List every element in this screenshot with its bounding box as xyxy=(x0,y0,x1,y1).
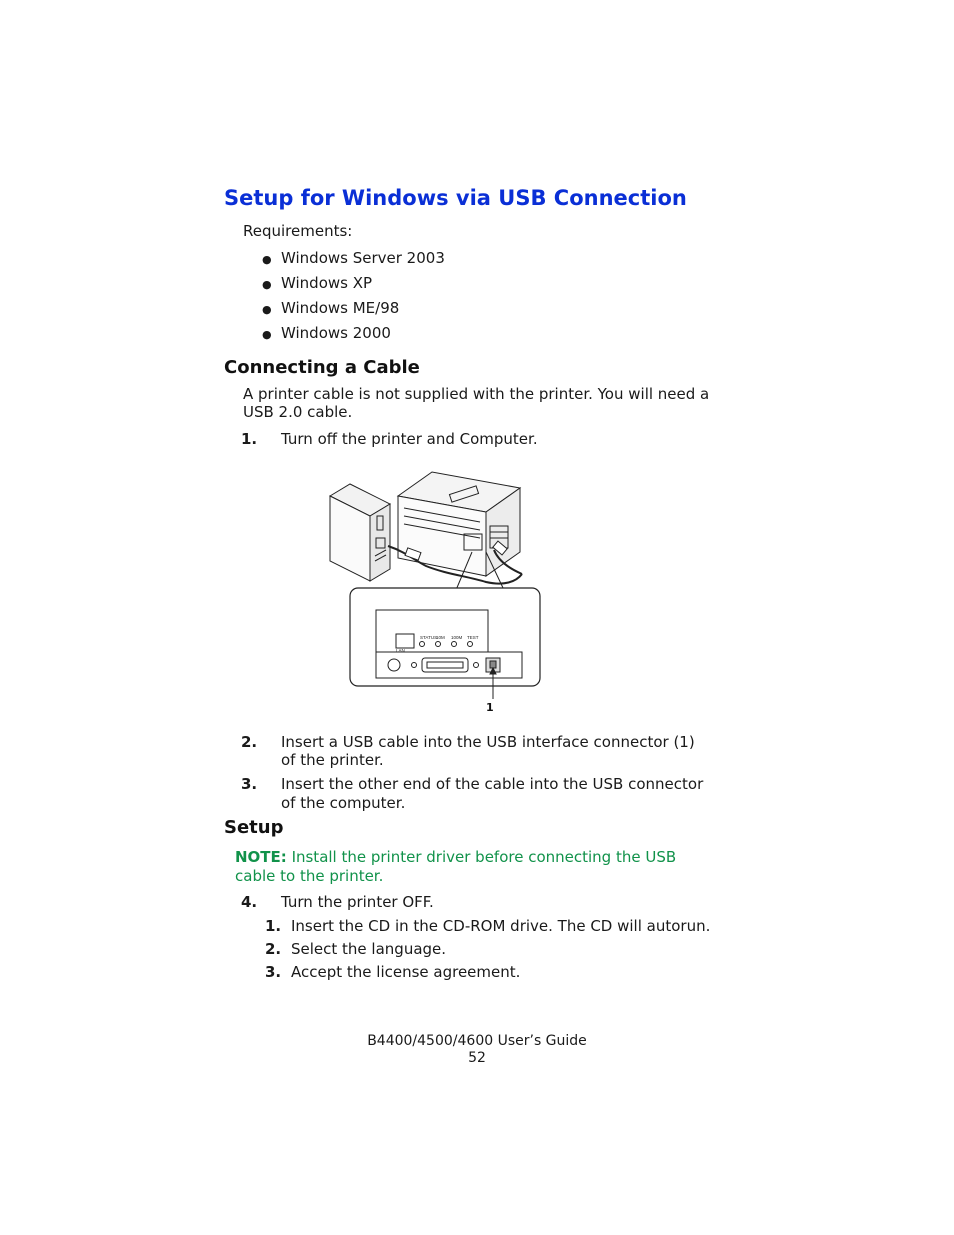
note-line1 xyxy=(235,848,676,866)
note-label: NOTE: xyxy=(235,848,287,866)
substep-text: Insert the CD in the CD-ROM drive. The CD will autorun. xyxy=(291,917,711,935)
step-text: Insert a USB cable into the USB interface connector (1) xyxy=(281,733,695,751)
step-text: Turn off the printer and Computer. xyxy=(281,430,538,448)
bullet-icon: ● xyxy=(262,328,272,341)
panel-label-100m: 100M xyxy=(451,635,463,640)
step-text: Turn the printer OFF. xyxy=(281,893,434,911)
section-heading-setup: Setup xyxy=(224,817,284,838)
step-text: Insert the other end of the cable into the USB connector xyxy=(281,775,704,793)
requirement-item: Windows 2000 xyxy=(281,324,391,342)
step-text: of the computer. xyxy=(281,794,406,812)
footer-guide-title: B4400/4500/4600 User’s Guide xyxy=(367,1033,587,1049)
panel-label-status: STATUS xyxy=(420,635,438,640)
substep-number: 1. xyxy=(265,917,282,935)
panel-label-lan: LAN xyxy=(396,648,405,653)
requirement-item: Windows Server 2003 xyxy=(281,249,445,267)
figure-callout-1: 1 xyxy=(486,701,494,714)
list-item xyxy=(262,299,272,319)
substep-number: 2. xyxy=(265,940,282,958)
step-number: 1. xyxy=(241,430,258,448)
substep-text: Select the language. xyxy=(291,940,447,958)
list-item xyxy=(262,324,272,344)
step-number: 2. xyxy=(241,733,258,751)
bullet-icon: ● xyxy=(262,278,272,291)
page-title: Setup for Windows via USB Connection xyxy=(224,186,687,210)
cable-intro-line1: A printer cable is not supplied with the printer. You will need a xyxy=(243,385,710,403)
step-number: 4. xyxy=(241,893,258,911)
note-line2: cable to the printer. xyxy=(235,867,384,885)
section-heading-cable: Connecting a Cable xyxy=(224,357,420,378)
requirement-item: Windows XP xyxy=(281,274,373,292)
cable-intro-line2: USB 2.0 cable. xyxy=(243,403,353,421)
list-item xyxy=(262,249,272,269)
substep-text: Accept the license agreement. xyxy=(291,963,521,981)
panel-label-test: TEST xyxy=(467,635,479,640)
requirements-label: Requirements: xyxy=(243,222,353,240)
printer-connection-figure xyxy=(326,466,548,716)
footer-page-number: 52 xyxy=(468,1050,486,1066)
requirement-item: Windows ME/98 xyxy=(281,299,400,317)
step-text: of the printer. xyxy=(281,751,384,769)
computer-tower-icon xyxy=(330,484,390,581)
bullet-icon: ● xyxy=(262,303,272,316)
substep-number: 3. xyxy=(265,963,282,981)
step-number: 3. xyxy=(241,775,258,793)
note-text: Install the printer driver before connecting the USB xyxy=(286,848,677,866)
bullet-icon: ● xyxy=(262,253,272,266)
list-item xyxy=(262,274,272,294)
panel-label-10m: 10M xyxy=(436,635,445,640)
